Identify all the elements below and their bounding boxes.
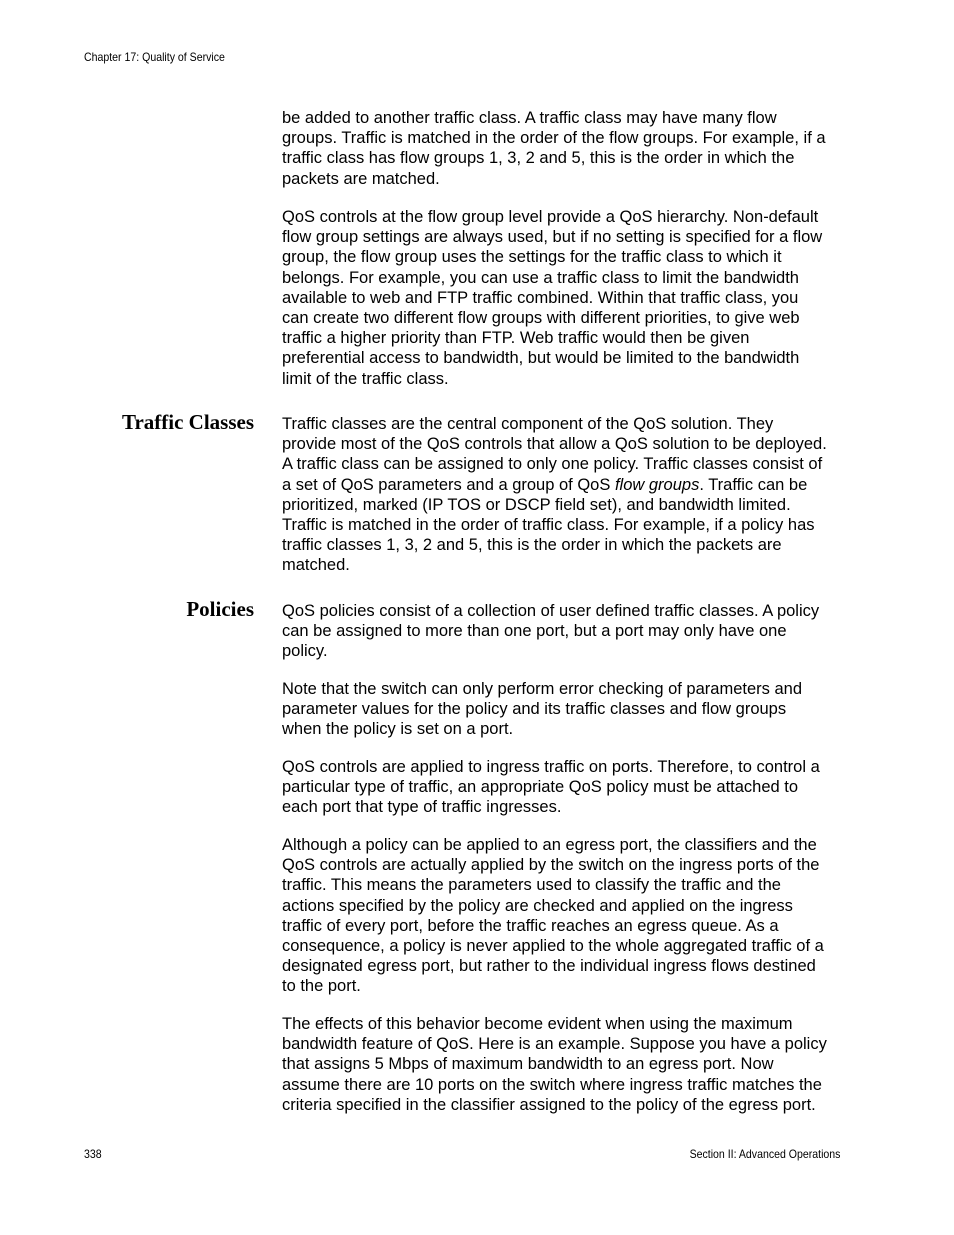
text-line: to the port. bbox=[282, 977, 361, 996]
text-line: Traffic is matched in the order of traffic class. For example, if a policy has bbox=[282, 516, 815, 535]
text-line: The effects of this behavior become evident when using the maximum bbox=[282, 1015, 793, 1033]
text-line: assume there are 10 ports on the switch where ingress traffic matches the bbox=[282, 1075, 822, 1094]
text-line: prioritized, marked (IP TOS or DSCP field set), and bandwidth limited. bbox=[282, 495, 791, 514]
policies-paragraph-3 bbox=[282, 757, 842, 818]
policies-paragraph-5 bbox=[282, 1014, 842, 1115]
text-line: traffic a higher priority than FTP. Web traffic would then be given bbox=[282, 329, 750, 348]
text-line: traffic class has flow groups 1, 3, 2 and 5, this is the order in which the bbox=[282, 149, 795, 168]
text-line: groups. Traffic is matched in the order of the flow groups. For example, if a bbox=[282, 129, 826, 148]
text-line: traffic of every port, before the traffic reaches an egress queue. As a bbox=[282, 916, 779, 935]
intro-paragraph-1 bbox=[282, 108, 842, 189]
policies-paragraph-2 bbox=[282, 679, 842, 740]
text-line: belongs. For example, you can use a traffic class to limit the bandwidth bbox=[282, 268, 799, 287]
text-line: QoS controls at the flow group level provide a QoS hierarchy. Non-default bbox=[282, 208, 819, 226]
text-line: QoS policies consist of a collection of user defined traffic classes. A policy bbox=[282, 602, 820, 620]
running-header: Chapter 17: Quality of Service bbox=[84, 50, 225, 64]
text-line: A traffic class can be assigned to only one policy. Traffic classes consist of bbox=[282, 455, 823, 474]
text-line: that assigns 5 Mbps of maximum bandwidth to an egress port. Now bbox=[282, 1055, 774, 1074]
italic-term: flow groups bbox=[614, 475, 700, 494]
text-line: designated egress port, but rather to the individual ingress flows destined bbox=[282, 957, 816, 976]
footer-section-title: Section II: Advanced Operations bbox=[689, 1147, 840, 1161]
text-line: QoS controls are actually applied by the switch on the ingress ports of the bbox=[282, 856, 820, 875]
text-line: matched. bbox=[282, 556, 350, 575]
page-number: 338 bbox=[84, 1147, 102, 1161]
text-fragment: a set of QoS parameters and a group of QoS bbox=[282, 475, 615, 494]
text-line: each port that type of traffic ingresses. bbox=[282, 798, 562, 817]
text-line: consequence, a policy is never applied to the whole aggregated traffic of a bbox=[282, 937, 824, 956]
policies-paragraph-4 bbox=[282, 835, 842, 997]
text-line: Note that the switch can only perform error checking of parameters and bbox=[282, 680, 802, 698]
text-line: parameter values for the policy and its traffic classes and flow groups bbox=[282, 700, 787, 719]
traffic-classes-heading: Traffic Classes bbox=[122, 410, 254, 434]
text-line: Traffic classes are the central component of the QoS solution. They bbox=[282, 415, 774, 433]
text-line: particular type of traffic, an appropriate QoS policy must be attached to bbox=[282, 778, 799, 797]
text-line: actions specified by the policy are checked and applied on the ingress bbox=[282, 896, 793, 915]
text-line: limit of the traffic class. bbox=[282, 369, 449, 388]
text-line: QoS controls are applied to ingress traffic on ports. Therefore, to control a bbox=[282, 758, 820, 776]
text-line: policy. bbox=[282, 642, 328, 661]
text-line bbox=[282, 475, 842, 495]
text-fragment: . Traffic can be bbox=[699, 475, 808, 494]
text-line: when the policy is set on a port. bbox=[282, 720, 514, 739]
text-line: provide most of the QoS controls that allow a QoS solution to be deployed. bbox=[282, 435, 827, 454]
text-line: Although a policy can be applied to an egress port, the classifiers and the bbox=[282, 836, 817, 854]
policies-paragraph-1 bbox=[282, 601, 842, 662]
text-line: group, the flow group uses the settings for the traffic class to which it bbox=[282, 248, 782, 267]
text-line: flow group settings are always used, but if no setting is specified for a flow bbox=[282, 228, 823, 247]
text-line: preferential access to bandwidth, but would be limited to the bandwidth bbox=[282, 349, 800, 368]
text-line: packets are matched. bbox=[282, 169, 440, 188]
text-line: can create two different flow groups with different priorities, to give web bbox=[282, 309, 800, 328]
traffic-classes-paragraph bbox=[282, 414, 842, 576]
text-line: bandwidth feature of QoS. Here is an example. Suppose you have a policy bbox=[282, 1035, 827, 1054]
intro-paragraph-2 bbox=[282, 207, 842, 389]
text-line: available to web and FTP traffic combined. Within that traffic class, you bbox=[282, 288, 799, 307]
text-line: be added to another traffic class. A traffic class may have many flow bbox=[282, 109, 777, 127]
text-line: can be assigned to more than one port, but a port may only have one bbox=[282, 622, 787, 641]
text-line: traffic classes 1, 3, 2 and 5, this is the order in which the packets are bbox=[282, 536, 782, 555]
text-line: criteria specified in the classifier assigned to the policy of the egress port. bbox=[282, 1095, 816, 1114]
text-line: traffic. This means the parameters used to classify the traffic and the bbox=[282, 876, 781, 895]
policies-heading: Policies bbox=[186, 597, 254, 621]
